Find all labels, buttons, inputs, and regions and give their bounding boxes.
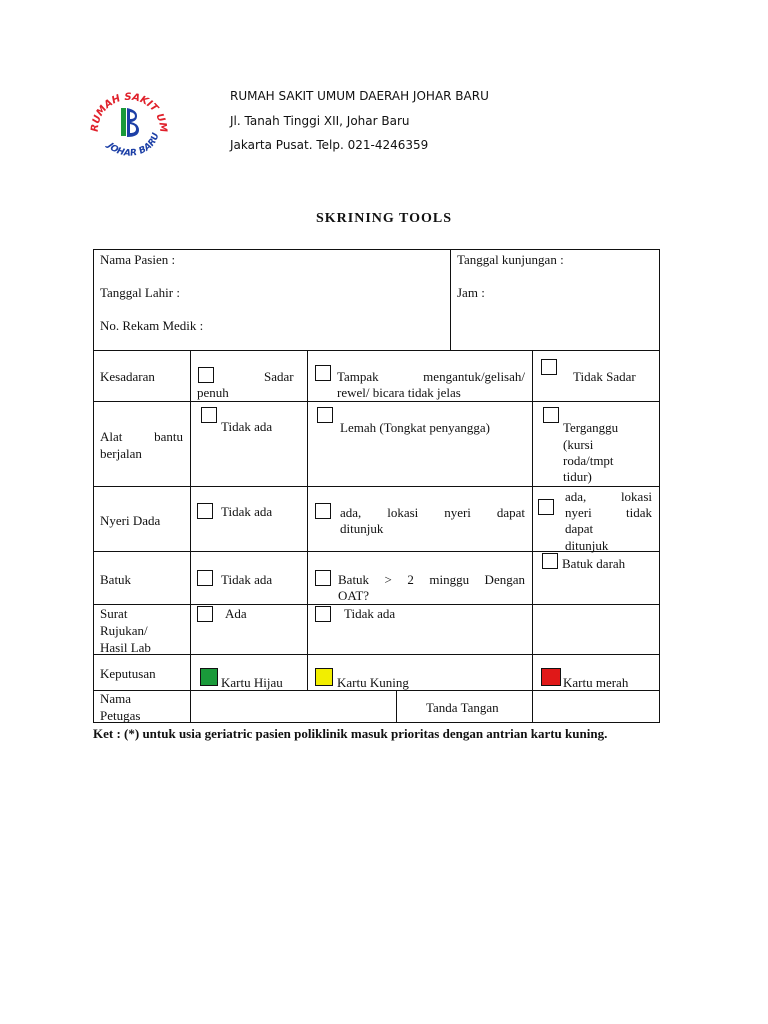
surat-tidak-ada-checkbox[interactable] [315,606,331,622]
petugas-name-field[interactable] [191,691,396,722]
kartu-hijau-swatch[interactable] [200,668,218,686]
batuk-label: Batuk [100,572,132,587]
nyeri-dapat-ditunjuk-checkbox[interactable] [315,503,331,519]
surat-ada-checkbox[interactable] [197,606,213,622]
kesadaran-mengantuk-checkbox[interactable] [315,365,331,381]
surat-label-a: Surat [100,606,128,621]
alat-tidak-ada-checkbox[interactable] [201,407,217,423]
signature-field[interactable] [533,691,659,722]
nyeri-tidak-ada-checkbox[interactable] [197,503,213,519]
nyeri-opt1-text: Tidak ada [221,504,273,519]
footnote: Ket : (*) untuk usia geriatric pasien poliklinik masuk prioritas dengan antrian kartu kuning. [93,726,608,741]
keputusan-label: Keputusan [100,666,156,681]
keputusan-opt1-text: Kartu Hijau [221,675,283,690]
batuk-opt2-text-b: OAT? [338,588,370,603]
mrn-label: No. Rekam Medik : [100,318,204,333]
nyeri-label: Nyeri Dada [100,513,161,528]
batuk-lebih-2-minggu-checkbox[interactable] [315,570,331,586]
page-title: SKRINING TOOLS [315,211,453,226]
nyeri-opt3-text-a: ada, lokasi [565,489,652,504]
dob-label: Tanggal Lahir : [100,285,180,300]
alat-opt3-text-b: (kursi [563,437,594,452]
surat-opt1-text: Ada [225,606,247,621]
kesadaran-opt2-text-b: rewel/ bicara tidak jelas [337,385,461,400]
visit-date-label: Tanggal kunjungan : [457,252,564,267]
batuk-opt3-text: Batuk darah [562,556,626,571]
alat-opt3-text-a: Terganggu [563,420,619,435]
time-label: Jam : [457,285,485,300]
kesadaran-opt2-text-a: Tampak mengantuk/gelisah/ [337,369,525,384]
batuk-opt1-text: Tidak ada [221,572,273,587]
surat-label-b: Rujukan/ [100,623,148,638]
nyeri-opt2-text-a: ada, lokasi nyeri dapat [340,505,525,520]
alat-label-a: Alat bantu [100,429,183,444]
alat-label-b: berjalan [100,446,142,461]
hospital-name: RUMAH SAKIT UMUM DAERAH JOHAR BARU [230,89,489,103]
petugas-label-a: Nama [100,691,132,706]
patient-name-label: Nama Pasien : [100,252,176,267]
batuk-opt2-text-a: Batuk > 2 minggu Dengan [338,572,525,587]
kesadaran-label: Kesadaran [100,369,155,384]
nyeri-opt3-text-c: dapat [565,521,594,536]
alat-terganggu-checkbox[interactable] [543,407,559,423]
nyeri-opt3-text-d: ditunjuk [565,538,609,553]
keputusan-opt2-text: Kartu Kuning [337,675,409,690]
kartu-merah-swatch[interactable] [541,668,561,686]
tanda-tangan-label: Tanda Tangan [426,700,499,715]
kesadaran-tidak-sadar-checkbox[interactable] [541,359,557,375]
logo-text-top: RUMAH SAKIT UM [89,91,169,133]
kartu-kuning-swatch[interactable] [315,668,333,686]
alat-lemah-checkbox[interactable] [317,407,333,423]
logo-text-bottom: JOHAR BARU [105,131,162,159]
batuk-darah-checkbox[interactable] [542,553,558,569]
petugas-label-b: Petugas [100,708,141,723]
surat-label-c: Hasil Lab [100,640,151,655]
hospital-phone: Jakarta Pusat. Telp. 021-4246359 [230,138,429,152]
nyeri-opt3-text-b: nyeri tidak [565,505,652,520]
kesadaran-opt1-text-b: penuh [197,385,229,400]
keputusan-opt3-text: Kartu merah [563,675,629,690]
kesadaran-opt3-text: Tidak Sadar [573,369,636,384]
surat-opt2-text: Tidak ada [344,606,396,621]
alat-opt1-text: Tidak ada [221,419,273,434]
hospital-address: Jl. Tanah Tinggi XII, Johar Baru [230,114,410,128]
nyeri-opt2-text-b: ditunjuk [340,521,384,536]
nyeri-tidak-dapat-checkbox[interactable] [538,499,554,515]
kesadaran-opt1-text-a: Sadar [264,369,294,384]
logo-graphic [88,88,170,160]
batuk-tidak-ada-checkbox[interactable] [197,570,213,586]
hospital-logo [88,88,170,160]
alat-opt3-text-c: roda/tmpt [563,453,614,468]
alat-opt2-text: Lemah (Tongkat penyangga) [340,420,490,435]
kesadaran-sadar-checkbox[interactable] [198,367,214,383]
alat-opt3-text-d: tidur) [563,469,592,484]
